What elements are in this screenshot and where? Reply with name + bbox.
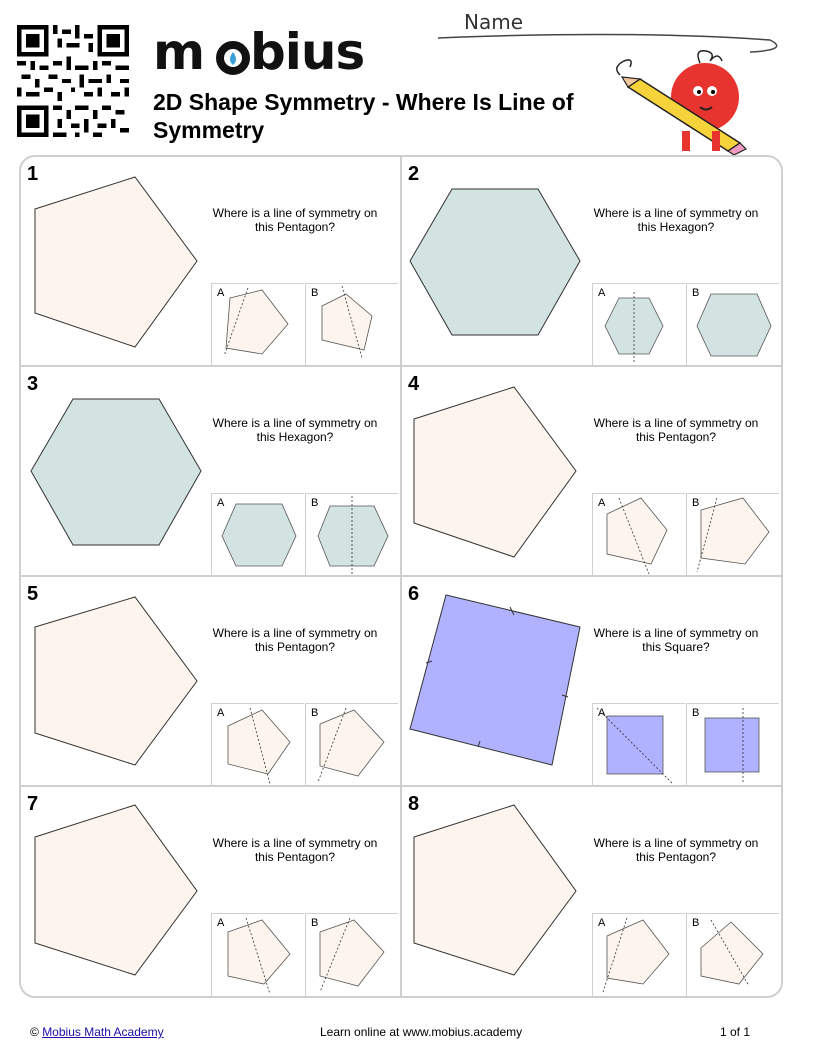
option-label: A [598,707,606,719]
question-number: 3 [27,373,39,395]
hexagon-option-icon [306,494,398,576]
footer-copyright [30,1025,164,1039]
option-label: B [692,497,700,509]
hexagon-option-icon [687,284,779,366]
pentagon-shape [21,787,206,995]
pentagon-shape [21,157,206,365]
hexagon-shape [21,367,206,575]
question-text: Where is a line of symmetry on this Hexagon? [593,206,759,234]
option-label: B [692,917,700,929]
pentagon-option-icon [687,494,779,576]
square-option-icon [687,704,779,786]
option-b[interactable] [686,913,779,996]
question-card [21,787,399,995]
hexagon-option-icon [212,494,304,576]
question-number: 6 [408,583,420,605]
pentagon-shape [402,787,587,995]
qr-code-icon [17,25,129,137]
question-card [21,157,399,365]
question-text: Where is a line of symmetry on this Pentagon? [212,836,378,864]
option-b[interactable] [305,493,398,576]
question-text: Where is a line of symmetry on this Pentagon? [212,626,378,654]
question-number: 7 [27,793,39,815]
option-b[interactable] [305,283,398,366]
option-a[interactable] [211,283,304,366]
pentagon-option-icon [306,284,398,366]
option-label: B [311,497,319,509]
option-label: A [217,497,225,509]
mobius-academy-link[interactable]: Mobius Math Academy [42,1025,164,1039]
option-a[interactable] [211,493,304,576]
option-label: B [311,917,319,929]
brand-logo [153,22,363,82]
question-text: Where is a line of symmetry on this Pentagon? [593,836,759,864]
pentagon-option-icon [212,704,304,786]
option-b[interactable] [686,493,779,576]
question-number: 1 [27,163,39,185]
question-text: Where is a line of symmetry on this Hexagon? [212,416,378,444]
footer-learn-online: Learn online at www.mobius.academy [320,1025,523,1039]
option-label: B [311,707,319,719]
option-label: A [598,287,606,299]
option-a[interactable] [211,913,304,996]
mascot-pencil-icon [600,35,760,155]
questions-grid [19,155,783,998]
question-card [21,367,399,575]
option-b[interactable] [305,913,398,996]
pentagon-option-icon [306,914,398,996]
question-number: 5 [27,583,39,605]
option-a[interactable] [592,913,685,996]
option-label: B [692,287,700,299]
square-shape [402,577,587,785]
option-label: B [692,707,700,719]
option-b[interactable] [686,703,779,786]
hexagon-option-icon [593,284,685,366]
option-label: A [217,917,225,929]
pentagon-option-icon [212,914,304,996]
pentagon-option-icon [593,914,685,996]
pentagon-option-icon [212,284,304,366]
question-text: Where is a line of symmetry on this Pentagon? [593,416,759,444]
question-card [402,577,780,785]
option-label: A [598,497,606,509]
question-number: 4 [408,373,420,395]
question-card [402,367,780,575]
footer-page-number: 1 of 1 [720,1025,751,1039]
square-option-icon [593,704,685,786]
pentagon-shape [21,577,206,785]
pentagon-shape [402,367,587,575]
question-text: Where is a line of symmetry on this Pentagon? [212,206,378,234]
brand-wordmark-tail: bius [250,23,365,81]
page-title: 2D Shape Symmetry - Where Is Line of Symmetry [153,89,574,143]
option-b[interactable] [686,283,779,366]
option-label: A [217,287,225,299]
copyright-symbol: © [30,1025,39,1039]
option-a[interactable] [592,493,685,576]
option-a[interactable] [211,703,304,786]
name-label: Name [464,10,524,34]
question-number: 8 [408,793,420,815]
option-label: A [598,917,606,929]
hexagon-shape [402,157,587,365]
question-card [402,787,780,995]
option-label: A [217,707,225,719]
pentagon-option-icon [593,494,685,576]
question-number: 2 [408,163,420,185]
question-card [21,577,399,785]
brand-wordmark: m [153,23,205,81]
option-label: B [311,287,319,299]
option-a[interactable] [592,283,685,366]
pentagon-option-icon [687,914,779,996]
pentagon-option-icon [306,704,398,786]
option-a[interactable] [592,703,685,786]
option-b[interactable] [305,703,398,786]
question-card [402,157,780,365]
question-text: Where is a line of symmetry on this Square? [593,626,759,654]
